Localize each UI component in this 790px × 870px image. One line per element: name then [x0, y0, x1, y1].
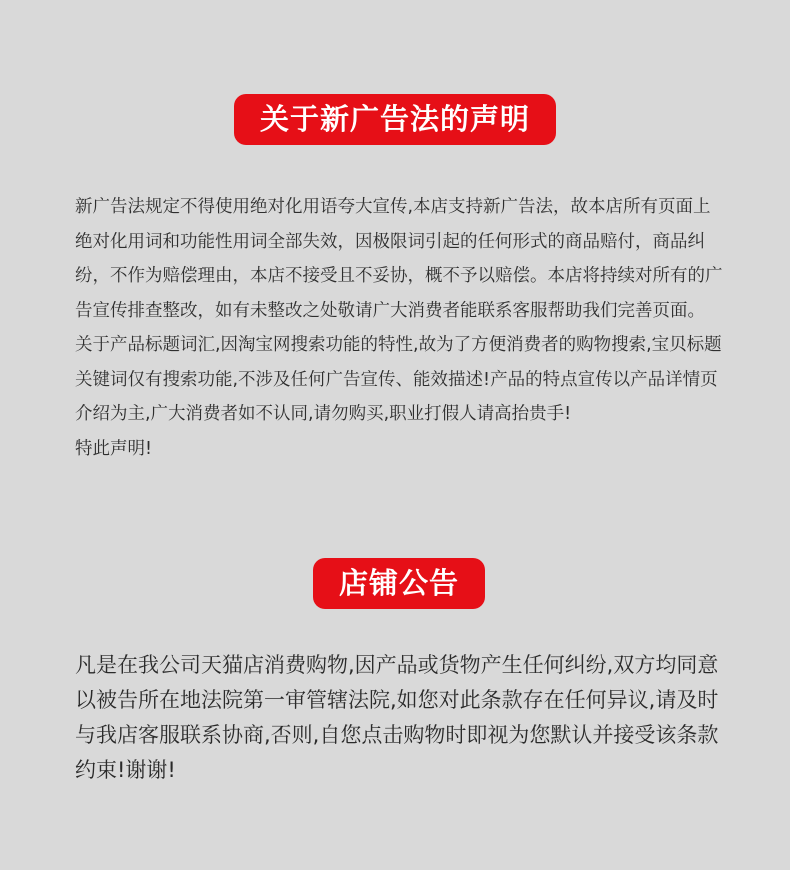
ad-law-statement-title: 关于新广告法的声明	[234, 94, 556, 145]
ad-law-statement-body	[75, 190, 725, 466]
statement-paragraph: 关于产品标题词汇,因淘宝网搜索功能的特性,故为了方便消费者的购物搜索,宝贝标题关键词仅有搜索功能,不涉及任何广告宣传、能效描述!产品的特点宣传以产品详情页介绍为主,广大消费者如不认同,请勿购买,职业打假人请高抬贵手!	[75, 335, 722, 424]
notice-paragraph: 凡是在我公司天猫店消费购物,因产品或货物产生任何纠纷,双方均同意以被告所在地法院第一审管辖法院,如您对此条款存在任何异议,请及时与我店客服联系协商,否则,自您点击购物时即视为您默认并接受该条款约束!谢谢!	[75, 653, 719, 782]
store-notice-title: 店铺公告	[313, 558, 485, 609]
store-notice-body	[75, 648, 730, 788]
statement-paragraph: 特此声明!	[75, 438, 153, 459]
announcement-page	[1, 1, 789, 869]
statement-paragraph: 新广告法规定不得使用绝对化用语夸大宣传,本店支持新广告法，故本店所有页面上绝对化用词和功能性用词全部失效，因极限词引起的任何形式的商品赔付，商品纠纷，不作为赔偿理由，本店不接受且不妥协，概不予以赔偿。本店将持续对所有的广告宣传排查整改，如有未整改之处敬请广大消费者能联系客服帮助我们完善页面。	[75, 197, 723, 321]
